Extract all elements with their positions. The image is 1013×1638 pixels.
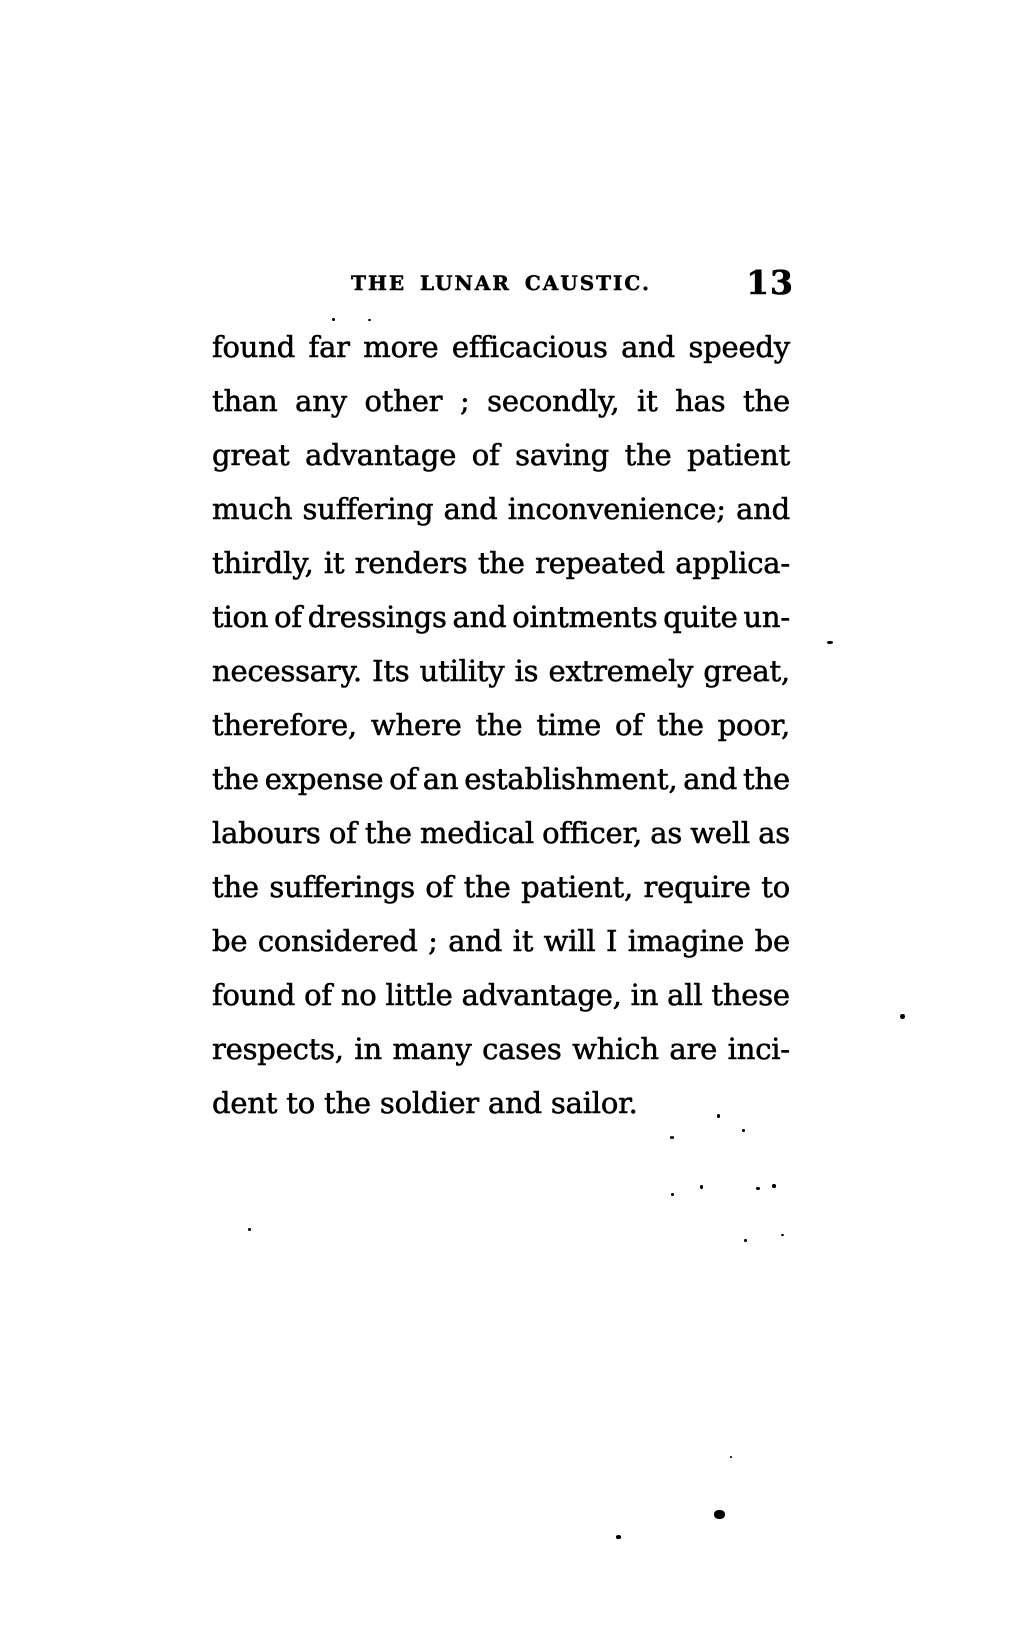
- running-header: [212, 258, 794, 302]
- word: it: [512, 924, 534, 958]
- word: labours: [212, 816, 321, 850]
- word: will: [543, 924, 596, 958]
- body-line: [212, 806, 790, 860]
- word: and: [621, 330, 676, 364]
- word: ointments: [512, 600, 658, 634]
- word: speedy: [688, 330, 790, 364]
- word: cases: [482, 1032, 562, 1066]
- word: in: [630, 978, 659, 1012]
- word: utility: [419, 654, 505, 688]
- body-text: [212, 320, 790, 1130]
- word: of: [471, 438, 500, 472]
- word: tion: [212, 600, 269, 634]
- word: considered: [257, 924, 418, 958]
- word: in: [354, 1032, 382, 1066]
- word: of: [274, 600, 302, 634]
- word: dressings: [307, 600, 447, 634]
- word: un-: [743, 600, 790, 634]
- word: saving: [515, 438, 610, 472]
- body-line: [212, 1076, 790, 1130]
- word: the: [364, 816, 412, 850]
- body-line: [212, 860, 790, 914]
- word: be: [212, 924, 248, 958]
- scan-speck: [756, 1187, 760, 1190]
- scan-speck: [744, 1239, 747, 1242]
- word: all: [667, 978, 703, 1012]
- body-line: [212, 590, 790, 644]
- word: where: [370, 708, 462, 742]
- scan-speck: [671, 1193, 674, 1196]
- body-line: [212, 374, 790, 428]
- word: and: [443, 492, 498, 526]
- word: the: [656, 708, 704, 742]
- body-line: [212, 698, 790, 752]
- word: poor,: [717, 708, 790, 742]
- word: the: [475, 708, 523, 742]
- word: and: [448, 924, 503, 958]
- word: far: [308, 330, 350, 364]
- body-line: [212, 752, 790, 806]
- body-line: [212, 482, 790, 536]
- word: establishment,: [464, 762, 678, 796]
- word: expense: [264, 762, 384, 796]
- word: found: [212, 978, 296, 1012]
- word: the: [212, 870, 259, 904]
- word: the: [743, 762, 790, 796]
- body-line: [212, 968, 790, 1022]
- word: quite: [663, 600, 738, 634]
- word: are: [669, 1032, 718, 1066]
- scan-speck: [700, 1185, 703, 1189]
- word: great: [212, 438, 290, 472]
- word: of: [389, 762, 417, 796]
- scan-speck: [717, 1114, 720, 1118]
- word: inci-: [727, 1032, 790, 1066]
- word: be: [754, 924, 790, 958]
- word: patient,: [521, 870, 634, 904]
- scan-speck: [772, 1184, 776, 1188]
- word: and: [683, 762, 738, 796]
- word: the: [463, 870, 511, 904]
- word: sufferings: [269, 870, 415, 904]
- word: as: [650, 816, 683, 850]
- body-line: [212, 914, 790, 968]
- word: as: [758, 816, 790, 850]
- scan-speck: [781, 1234, 784, 1236]
- word: require: [643, 870, 751, 904]
- word: imagine: [627, 924, 745, 958]
- word: therefore,: [212, 708, 357, 742]
- scan-speck: [714, 1510, 725, 1519]
- word: of: [615, 708, 643, 742]
- word: of: [304, 978, 332, 1012]
- word: and: [452, 600, 507, 634]
- word: the: [743, 384, 790, 418]
- word: an: [422, 762, 459, 796]
- word: soldier: [379, 1086, 479, 1120]
- word: patient: [687, 438, 790, 472]
- word: any: [295, 384, 347, 418]
- word: thirdly,: [212, 546, 314, 580]
- page-number: 13: [746, 263, 794, 302]
- word: officer,: [542, 816, 643, 850]
- scan-speck: [827, 641, 833, 644]
- scan-speck: [616, 1535, 621, 1539]
- running-header-title: THE LUNAR CAUSTIC.: [351, 271, 651, 295]
- scan-speck: [670, 1136, 674, 1139]
- scan-speck: [730, 1456, 732, 1458]
- word: ;: [459, 384, 470, 418]
- word: of: [328, 816, 357, 850]
- word: has: [675, 384, 726, 418]
- body-line: [212, 1022, 790, 1076]
- word: and: [736, 492, 790, 526]
- word: applica-: [675, 546, 790, 580]
- word: other: [364, 384, 443, 418]
- word: found: [212, 330, 296, 364]
- word: and: [487, 1086, 542, 1120]
- scan-speck: [368, 319, 371, 321]
- scan-speck: [248, 1228, 251, 1231]
- scan-speck: [900, 1014, 905, 1019]
- word: respects,: [212, 1032, 344, 1066]
- body-line: [212, 644, 790, 698]
- word: the: [323, 1086, 371, 1120]
- word: secondly,: [487, 384, 620, 418]
- scan-speck: [742, 1129, 745, 1132]
- word: than: [212, 384, 278, 418]
- scan-speck: [332, 318, 335, 321]
- word: suffering: [302, 492, 434, 526]
- word: little: [385, 978, 453, 1012]
- word: it: [323, 546, 345, 580]
- body-line: [212, 536, 790, 590]
- word: sailor.: [550, 1086, 638, 1120]
- word: time: [536, 708, 602, 742]
- word: medical: [419, 816, 534, 850]
- word: no: [340, 978, 377, 1012]
- word: to: [761, 870, 790, 904]
- word: great,: [703, 654, 790, 688]
- word: the: [477, 546, 525, 580]
- word: ;: [428, 924, 438, 958]
- word: advantage: [305, 438, 457, 472]
- word: more: [363, 330, 439, 364]
- word: to: [286, 1086, 315, 1120]
- word: it: [637, 384, 658, 418]
- word: much: [212, 492, 293, 526]
- word: the: [624, 438, 672, 472]
- word: repeated: [535, 546, 665, 580]
- word: which: [572, 1032, 659, 1066]
- word: efficacious: [451, 330, 608, 364]
- word: dent: [212, 1086, 278, 1120]
- word: inconvenience;: [507, 492, 726, 526]
- word: well: [690, 816, 750, 850]
- body-line: [212, 428, 790, 482]
- word: extremely: [548, 654, 694, 688]
- word: the: [212, 762, 259, 796]
- word: of: [425, 870, 454, 904]
- word: renders: [354, 546, 468, 580]
- word: these: [711, 978, 790, 1012]
- word: advantage,: [461, 978, 622, 1012]
- word: Its: [372, 654, 410, 688]
- word: is: [514, 654, 539, 688]
- word: necessary.: [212, 654, 362, 688]
- word: many: [392, 1032, 472, 1066]
- body-line: [212, 320, 790, 374]
- word: I: [606, 924, 618, 958]
